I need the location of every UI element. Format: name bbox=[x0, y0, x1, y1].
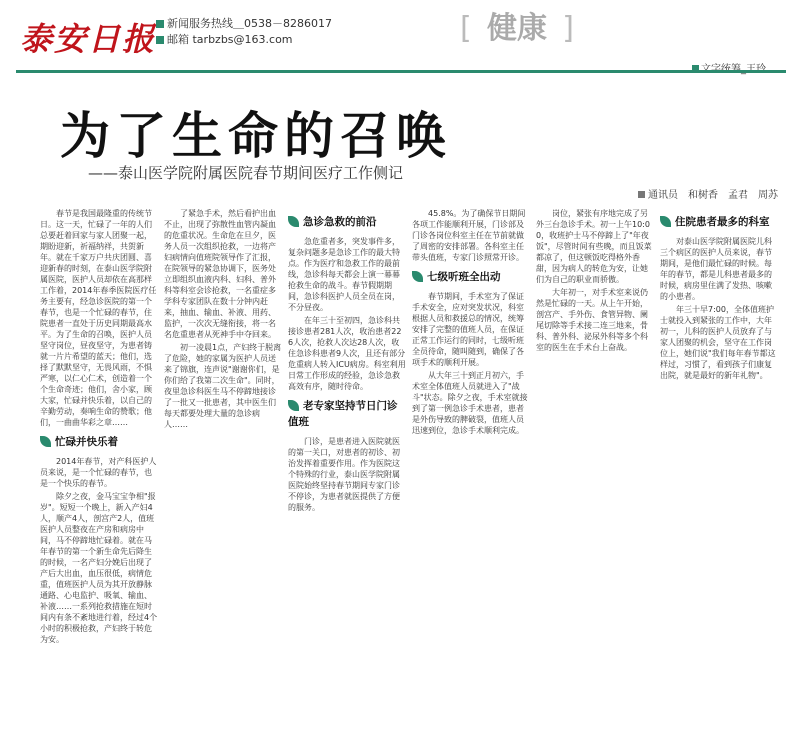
paragraph: 大年初一，对手术室来说仍然是忙碌的一天。从上午开始，剖宫产、手外伤、食管异物、阑尾切除等手术接二连三地来，骨科、普外科、泌尿外科等多个科室的医生在手术台上奋战。 bbox=[536, 288, 648, 352]
section-heading-text: 七级听班全出动 bbox=[427, 271, 501, 283]
leaf-icon bbox=[40, 436, 51, 447]
section-heading-text: 忙碌并快乐着 bbox=[55, 436, 118, 448]
masthead bbox=[0, 0, 800, 72]
section-heading bbox=[288, 214, 406, 230]
masthead-divider bbox=[16, 70, 786, 73]
paragraph: 45.8%。为了确保节日期间各项工作能顺利开展，门诊部及门诊各岗位科室主任在节前就做了周密的安排部署。各科室主任带头值班，专家门诊照常开诊。 bbox=[412, 209, 526, 262]
column-1 bbox=[40, 208, 158, 736]
leaf-icon bbox=[412, 271, 423, 282]
paragraph: 除夕之夜，金马宝宝争相"报岁"。短短一个晚上，新入产妇4人，顺产4人，剖宫产2人，值班医护人员整夜在产房和病房中间，马不停蹄地忙碌着。就在马年春节的第一个新生命先后降生的时候，一名产妇分娩后出现了产后大出血，血压很低，病情危重，值班医护人员为其开放静脉通路、心电监护、吸氧、输血、补液……一系列抢救措施在短时间内有条不紊地进行着，经过4个小时的积极抢救，产妇终于转危为安。 bbox=[40, 492, 158, 644]
paragraph: 初一凌晨1点，产妇终于脱离了危险，她的家属为医护人员送来了锦旗，连声说"谢谢你们，是你们给了我第二次生命"。同时，夜里急诊科医生马不停蹄地接诊了一批又一批患者，其中医生们每天都要处理大量的急诊病人…… bbox=[164, 343, 282, 429]
leaf-icon bbox=[660, 216, 671, 227]
article-byline bbox=[638, 186, 778, 201]
article-headline: 为了生命的召唤 bbox=[60, 106, 452, 165]
column-5 bbox=[536, 208, 654, 736]
hotline-text: 新闻服务热线＿0538－8286017 bbox=[167, 17, 332, 30]
section-heading bbox=[288, 398, 406, 430]
square-bullet-icon bbox=[156, 20, 164, 28]
section-heading-text: 住院患者最多的科室 bbox=[675, 216, 770, 228]
newspaper-logo: 泰安日报 bbox=[20, 20, 157, 58]
leaf-icon bbox=[288, 400, 299, 411]
contact-info bbox=[156, 16, 332, 48]
column-2 bbox=[164, 208, 282, 736]
section-heading bbox=[40, 434, 158, 450]
square-bullet-icon bbox=[638, 191, 645, 198]
section-title: [ 健康 ] bbox=[462, 8, 572, 50]
paragraph: 门诊，是患者进入医院就医的第一关口，对患者的初诊、初治发挥着重要作用。作为医院这个特殊的行业，泰山医学院附属医院始终坚持春节期间专家门诊不停诊，为患者就医提供了方便的服务。 bbox=[288, 437, 400, 512]
paragraph: 了紧急手术，然后看护出血不止，出现了弥散性血管内凝血的危重状况。生命危在旦夕，医务人员一次组织抢救，一边将产妇病情向值班院领导作了汇报，在院领导的紧急协调下，医务处立即组织血液内科、妇科、普外科等科室会诊抢救，一名重症多学科专家团队在数十分钟内赶来，抽血、输血、补液、用药、监护，一次次无缝衔接，将一名名危重患者从死神手中夺回来。 bbox=[164, 209, 276, 339]
column-6 bbox=[660, 208, 778, 736]
leaf-icon bbox=[288, 216, 299, 227]
paragraph: 春节期间，手术室为了保证手术安全，应对突发状况，科室根据人员和救援总的情况，统筹安排了完整的值班人员，在保证正常工作运行的同时，七级听班全员待命，随叫随到，确保了各项手术的顺利开展。 bbox=[412, 292, 524, 367]
paragraph: 对泰山医学院附属医院儿科三个病区的医护人员来说，春节期间，是他们最忙碌的时候。每年的春节，都是儿科患者最多的时候，病房里住满了发热、咳嗽的小患者。 bbox=[660, 237, 772, 301]
paragraph: 在年三十至初四，急诊科共接诊患者281人次，收治患者226人次，抢救人次达28人次，收住急诊科患者9人次，且还有部分危重病人转入ICU病房。科室利用日常工作形成的经验，急诊急救高效有序，随时待命。 bbox=[288, 316, 406, 391]
square-bullet-icon bbox=[156, 36, 164, 44]
paragraph: 2014年春节，对产科医护人员来说，是一个忙碌的春节，也是一个快乐的春节。 bbox=[40, 457, 157, 488]
paragraph: 从大年三十到正月初六，手术室全体值班人员就进入了"战斗"状态。除夕之夜，手术室就接到了第一例急诊手术患者，患者是外伤导致的脾破裂，值班人员迅速到位，急诊手术顺利完成。 bbox=[412, 371, 528, 435]
paragraph: 急危重者多，突发事件多，复杂问题多是急诊工作的最大特点。作为医疗和急救工作的最前线，急诊科每天都会上演一幕幕抢救生命的战斗。春节假期期间，急诊科医护人员全员在岗，不分昼夜。 bbox=[288, 237, 400, 312]
column-3 bbox=[288, 208, 406, 736]
email-text: 邮箱 tarbzbs@163.com bbox=[167, 33, 293, 46]
paragraph: 岗位，紧张有序地完成了另外三台急诊手术。初一上午10:00，收班护士马不停蹄上了"年夜饭"，尽管时间有些晚，而且饭菜都凉了，但这顿饭吃得格外香甜，因为病人的转危为安，让她们为自己的职业而骄傲。 bbox=[536, 209, 652, 284]
section-heading-text: 急诊急救的前沿 bbox=[303, 216, 377, 228]
hotline-line bbox=[156, 16, 332, 32]
email-line bbox=[156, 32, 332, 48]
section-heading bbox=[660, 214, 778, 230]
byline-text: 通讯员 和树香 孟君 周苏 bbox=[648, 190, 778, 201]
paragraph: 春节是我国最隆重的传统节日。这一天，忙碌了一年的人们总要赶着回家与家人团聚一起，期盼迎新，祈福纳祥，共贺新年。就在千家万户共庆团圆、喜迎新春的时刻，在泰山医学院附属医院，医护人员却依在高那样工作着，2014年春季医院医疗任务主要有，经急诊医院的第一个春节，也是一个忙碌的春节，住院患者一直处于历史同期最高水平。为了生命的召唤，医护人员坚守岗位，昼夜坚守，为患者铸就一片片希望的蓝天；他们，选择了默默坚守，无畏风雨，不惧严寒，以仁心仁术，创造着一个个生命奇迹；他们，舍小家，顾大家，忙碌并快乐着，以自己的辛勤劳动，奏响生命的赞歌；他们，一曲曲华彩之章…… bbox=[40, 209, 157, 427]
article-body bbox=[40, 208, 792, 736]
section-heading-text: 老专家坚持节日门诊值班 bbox=[288, 400, 398, 428]
article-subhead: ——泰山医学院附属医院春节期间医疗工作侧记 bbox=[88, 164, 404, 182]
section-heading bbox=[412, 269, 530, 285]
paragraph: 年三十早7:00，全体值班护士就投入到紧张的工作中，大年初一，儿科的医护人员放弃了与家人团聚的机会，坚守在工作岗位上，她们说"我们每年春节都这样过，习惯了，看到孩子们康复出院，就是最好的新年礼物"。 bbox=[660, 305, 776, 380]
column-4 bbox=[412, 208, 530, 736]
